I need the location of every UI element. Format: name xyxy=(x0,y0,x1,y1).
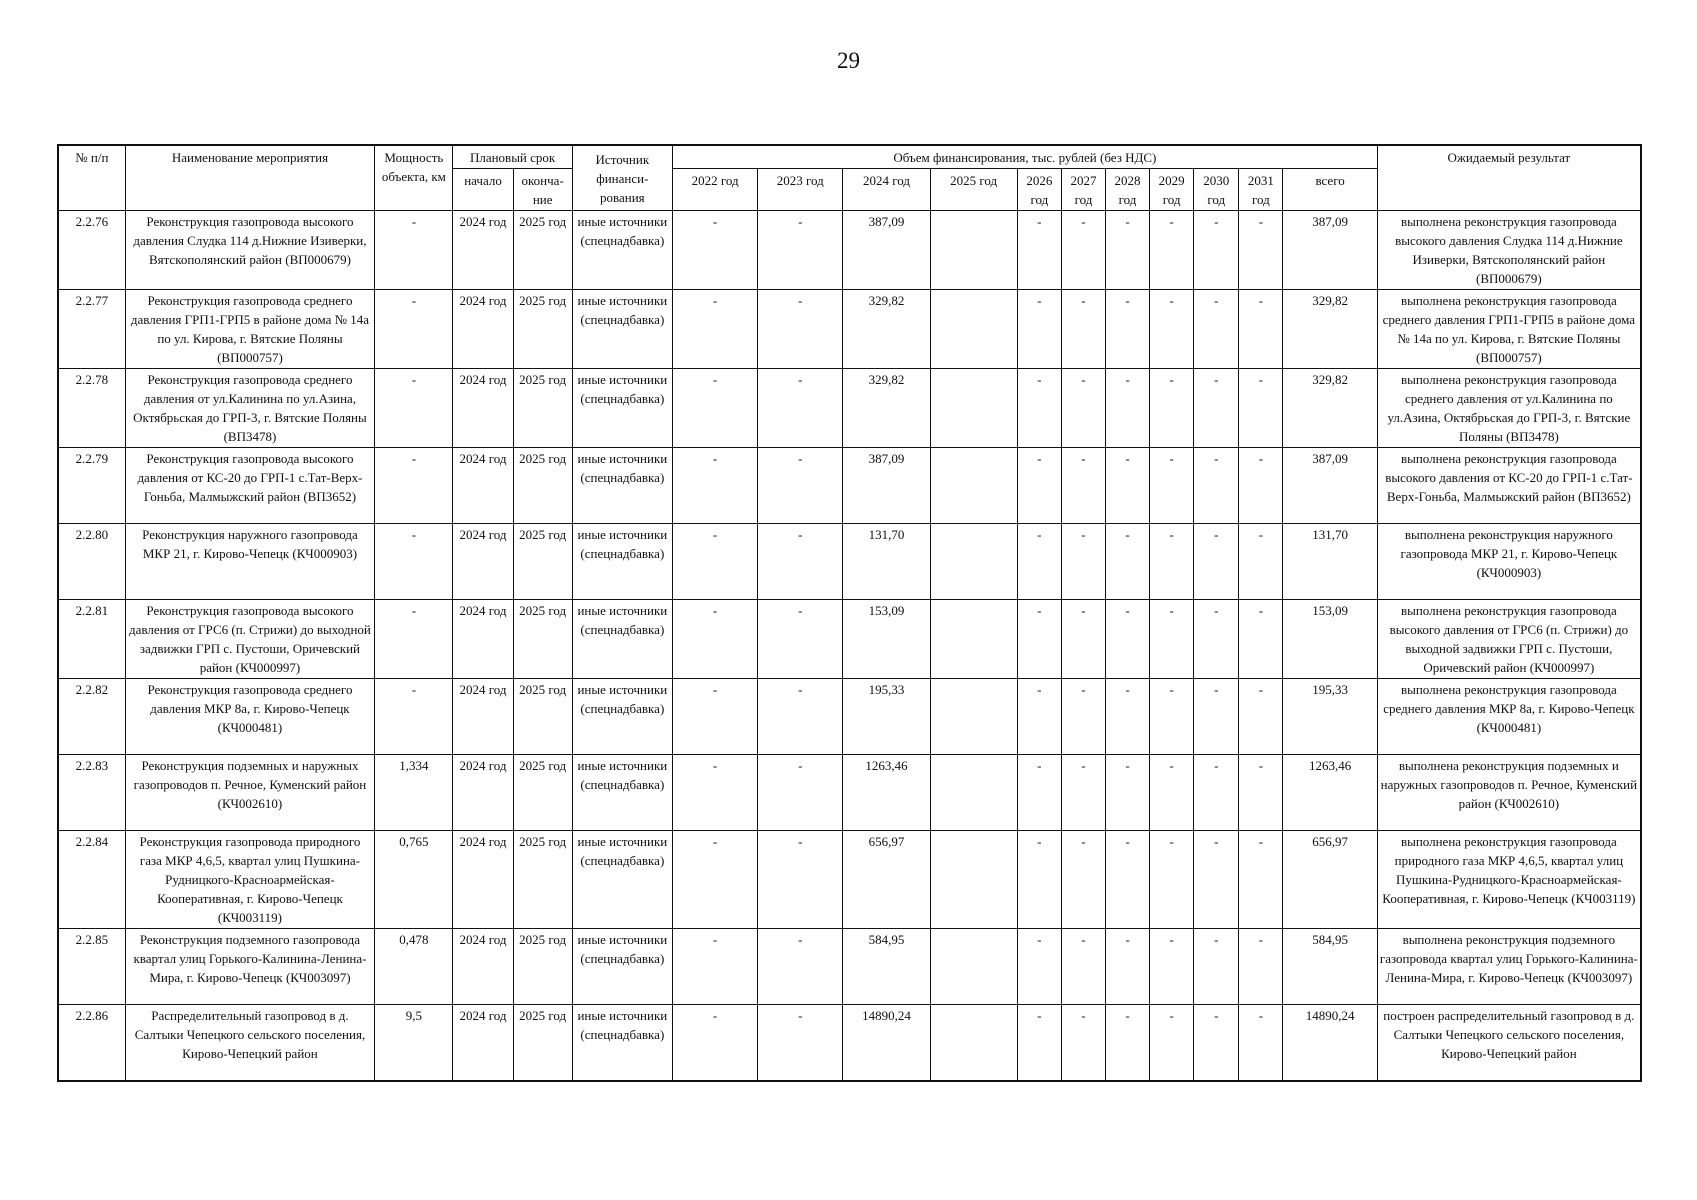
cell-total: 195,33 xyxy=(1283,679,1377,755)
table-row xyxy=(58,679,1641,755)
header-term-start: начало xyxy=(453,169,513,211)
cell-num: 2.2.79 xyxy=(58,448,125,524)
cell-year-value: - xyxy=(1106,755,1150,831)
cell-source: иные источники (спецнадбавка) xyxy=(572,290,672,369)
cell-year-value: - xyxy=(1061,448,1105,524)
cell-total: 387,09 xyxy=(1283,211,1377,290)
cell-year-value: - xyxy=(1239,369,1283,448)
cell-year-value: - xyxy=(1017,1005,1061,1082)
cell-end: 2025 год xyxy=(513,211,572,290)
cell-name: Реконструкция газопровода среднего давления МКР 8а, г. Кирово-Чепецк (КЧ000481) xyxy=(125,679,375,755)
cell-end: 2025 год xyxy=(513,290,572,369)
cell-capacity: 0,478 xyxy=(375,929,453,1005)
table-row xyxy=(58,211,1641,290)
cell-capacity: - xyxy=(375,448,453,524)
cell-year-value xyxy=(930,524,1017,600)
header-year: 2022 год xyxy=(672,169,757,211)
cell-year-value: 584,95 xyxy=(843,929,930,1005)
header-total: всего xyxy=(1283,169,1377,211)
cell-year-value: - xyxy=(1061,831,1105,929)
cell-name: Реконструкция газопровода высокого давления от ГРС6 (п. Стрижи) до выходной задвижки ГРП с. Пустоши, Оричевский район (КЧ000997) xyxy=(125,600,375,679)
cell-year-value: - xyxy=(1150,369,1194,448)
cell-year-value: - xyxy=(758,290,843,369)
cell-year-value: - xyxy=(672,448,757,524)
cell-year-value: - xyxy=(1239,448,1283,524)
cell-year-value: 195,33 xyxy=(843,679,930,755)
cell-year-value: - xyxy=(1017,211,1061,290)
table-row xyxy=(58,524,1641,600)
cell-year-value xyxy=(930,929,1017,1005)
cell-end: 2025 год xyxy=(513,831,572,929)
table-row xyxy=(58,755,1641,831)
cell-year-value: - xyxy=(758,211,843,290)
cell-year-value: - xyxy=(1061,369,1105,448)
cell-num: 2.2.86 xyxy=(58,1005,125,1082)
cell-source: иные источники (спецнадбавка) xyxy=(572,831,672,929)
cell-year-value: - xyxy=(1150,524,1194,600)
cell-year-value: - xyxy=(1150,831,1194,929)
header-result: Ожидаемый результат xyxy=(1377,145,1641,211)
cell-year-value: 387,09 xyxy=(843,211,930,290)
header-name: Наименование мероприятия xyxy=(125,145,375,211)
cell-result: выполнена реконструкция газопровода среднего давления МКР 8а, г. Кирово-Чепецк (КЧ000481) xyxy=(1377,679,1641,755)
header-num: № п/п xyxy=(58,145,125,211)
cell-year-value: - xyxy=(1106,369,1150,448)
header-year: 2024 год xyxy=(843,169,930,211)
cell-result: выполнена реконструкция газопровода среднего давления от ул.Калинина по ул.Азина, Октябрьская до ГРП-3, г. Вятские Поляны (ВП3478) xyxy=(1377,369,1641,448)
cell-name: Реконструкция газопровода высокого давления от КС-20 до ГРП-1 с.Тат-Верх-Гоньба, Малмыжский район (ВП3652) xyxy=(125,448,375,524)
cell-year-value: - xyxy=(1239,929,1283,1005)
cell-end: 2025 год xyxy=(513,600,572,679)
cell-year-value: - xyxy=(758,600,843,679)
cell-source: иные источники (спецнадбавка) xyxy=(572,929,672,1005)
header-year: 2023 год xyxy=(758,169,843,211)
cell-start: 2024 год xyxy=(453,290,513,369)
cell-year-value: - xyxy=(1106,211,1150,290)
funding-table xyxy=(57,144,1642,1082)
header-term: Плановый срок xyxy=(453,145,572,169)
cell-year-value xyxy=(930,369,1017,448)
cell-num: 2.2.84 xyxy=(58,831,125,929)
cell-year-value: - xyxy=(672,929,757,1005)
cell-year-value xyxy=(930,1005,1017,1082)
cell-year-value xyxy=(930,831,1017,929)
cell-start: 2024 год xyxy=(453,1005,513,1082)
cell-year-value xyxy=(930,290,1017,369)
cell-year-value: - xyxy=(1194,1005,1239,1082)
cell-year-value: - xyxy=(758,524,843,600)
cell-source: иные источники (спецнадбавка) xyxy=(572,524,672,600)
table-row xyxy=(58,1005,1641,1082)
cell-total: 387,09 xyxy=(1283,448,1377,524)
cell-capacity: 0,765 xyxy=(375,831,453,929)
table-row xyxy=(58,600,1641,679)
header-year: 2031 год xyxy=(1239,169,1283,211)
cell-year-value: - xyxy=(1017,290,1061,369)
cell-year-value: - xyxy=(672,1005,757,1082)
cell-capacity: 1,334 xyxy=(375,755,453,831)
cell-year-value: 329,82 xyxy=(843,369,930,448)
cell-capacity: - xyxy=(375,524,453,600)
table-row xyxy=(58,448,1641,524)
cell-year-value: - xyxy=(1061,290,1105,369)
header-year: 2026 год xyxy=(1017,169,1061,211)
cell-year-value: - xyxy=(1017,755,1061,831)
cell-name: Реконструкция подземного газопровода квартал улиц Горького-Калинина-Ленина-Мира, г. Кирово-Чепецк (КЧ003097) xyxy=(125,929,375,1005)
cell-year-value: - xyxy=(1239,600,1283,679)
cell-year-value: - xyxy=(1106,679,1150,755)
cell-total: 131,70 xyxy=(1283,524,1377,600)
cell-year-value: - xyxy=(1239,211,1283,290)
cell-year-value: - xyxy=(1106,448,1150,524)
cell-name: Реконструкция газопровода среднего давления от ул.Калинина по ул.Азина, Октябрьская до ГРП-3, г. Вятские Поляны (ВП3478) xyxy=(125,369,375,448)
cell-year-value: - xyxy=(1061,1005,1105,1082)
cell-year-value: - xyxy=(1106,600,1150,679)
cell-num: 2.2.83 xyxy=(58,755,125,831)
cell-year-value: 387,09 xyxy=(843,448,930,524)
cell-result: построен распределительный газопровод в д. Салтыки Чепецкого сельского поселения, Кирово-Чепецкий район xyxy=(1377,1005,1641,1082)
cell-start: 2024 год xyxy=(453,679,513,755)
cell-end: 2025 год xyxy=(513,448,572,524)
cell-result: выполнена реконструкция наружного газопровода МКР 21, г. Кирово-Чепецк (КЧ000903) xyxy=(1377,524,1641,600)
cell-result: выполнена реконструкция газопровода высокого давления Слудка 114 д.Нижние Изиверки, Вятскополянский район (ВП000679) xyxy=(1377,211,1641,290)
header-year: 2025 год xyxy=(930,169,1017,211)
cell-year-value: - xyxy=(1150,448,1194,524)
cell-total: 153,09 xyxy=(1283,600,1377,679)
cell-year-value: - xyxy=(1106,1005,1150,1082)
cell-result: выполнена реконструкция газопровода высокого давления от КС-20 до ГРП-1 с.Тат-Верх-Гоньба, Малмыжский район (ВП3652) xyxy=(1377,448,1641,524)
cell-year-value: - xyxy=(1194,448,1239,524)
cell-total: 656,97 xyxy=(1283,831,1377,929)
cell-name: Реконструкция подземных и наружных газопроводов п. Речное, Куменский район (КЧ002610) xyxy=(125,755,375,831)
cell-year-value: - xyxy=(758,369,843,448)
cell-year-value: - xyxy=(1106,524,1150,600)
cell-year-value: - xyxy=(1061,679,1105,755)
cell-total: 584,95 xyxy=(1283,929,1377,1005)
table-body xyxy=(58,211,1641,1082)
cell-start: 2024 год xyxy=(453,831,513,929)
cell-year-value: - xyxy=(1194,679,1239,755)
cell-year-value: - xyxy=(1239,679,1283,755)
cell-source: иные источники (спецнадбавка) xyxy=(572,1005,672,1082)
cell-end: 2025 год xyxy=(513,1005,572,1082)
cell-year-value: - xyxy=(1106,290,1150,369)
cell-start: 2024 год xyxy=(453,600,513,679)
cell-name: Реконструкция газопровода природного газа МКР 4,6,5, квартал улиц Пушкина-Рудницкого-Красноармейская-Кооперативная, г. Кирово-Чепецк (КЧ003119) xyxy=(125,831,375,929)
cell-num: 2.2.76 xyxy=(58,211,125,290)
cell-num: 2.2.77 xyxy=(58,290,125,369)
cell-year-value: - xyxy=(1194,831,1239,929)
cell-year-value: - xyxy=(672,524,757,600)
cell-year-value xyxy=(930,755,1017,831)
cell-year-value: - xyxy=(758,831,843,929)
cell-year-value: - xyxy=(758,929,843,1005)
cell-total: 329,82 xyxy=(1283,369,1377,448)
cell-start: 2024 год xyxy=(453,369,513,448)
cell-result: выполнена реконструкция газопровода среднего давления ГРП1-ГРП5 в районе дома № 14а по ул. Кирова, г. Вятские Поляны (ВП000757) xyxy=(1377,290,1641,369)
cell-year-value: - xyxy=(1150,755,1194,831)
cell-year-value: - xyxy=(1150,679,1194,755)
cell-total: 1263,46 xyxy=(1283,755,1377,831)
cell-year-value: - xyxy=(1061,600,1105,679)
cell-year-value: - xyxy=(1239,290,1283,369)
cell-year-value: - xyxy=(1017,929,1061,1005)
cell-year-value: - xyxy=(1194,755,1239,831)
cell-year-value: - xyxy=(672,600,757,679)
cell-name: Реконструкция наружного газопровода МКР 21, г. Кирово-Чепецк (КЧ000903) xyxy=(125,524,375,600)
cell-end: 2025 год xyxy=(513,755,572,831)
cell-year-value: 656,97 xyxy=(843,831,930,929)
cell-capacity: - xyxy=(375,600,453,679)
cell-source: иные источники (спецнадбавка) xyxy=(572,448,672,524)
cell-year-value: - xyxy=(672,290,757,369)
cell-capacity: - xyxy=(375,211,453,290)
cell-year-value xyxy=(930,211,1017,290)
cell-year-value: - xyxy=(1061,755,1105,831)
cell-capacity: - xyxy=(375,369,453,448)
cell-year-value: - xyxy=(1150,290,1194,369)
cell-year-value: - xyxy=(1194,369,1239,448)
cell-year-value: - xyxy=(1194,929,1239,1005)
cell-num: 2.2.78 xyxy=(58,369,125,448)
cell-year-value: - xyxy=(758,448,843,524)
cell-year-value: - xyxy=(1061,211,1105,290)
cell-year-value: - xyxy=(758,1005,843,1082)
cell-year-value: 1263,46 xyxy=(843,755,930,831)
cell-year-value: - xyxy=(1106,929,1150,1005)
cell-year-value: - xyxy=(1061,524,1105,600)
cell-year-value: - xyxy=(672,369,757,448)
cell-start: 2024 год xyxy=(453,755,513,831)
cell-year-value: - xyxy=(672,755,757,831)
cell-result: выполнена реконструкция подземного газопровода квартал улиц Горького-Калинина-Ленина-Мира, г. Кирово-Чепецк (КЧ003097) xyxy=(1377,929,1641,1005)
cell-year-value: 14890,24 xyxy=(843,1005,930,1082)
table-row xyxy=(58,290,1641,369)
cell-end: 2025 год xyxy=(513,369,572,448)
cell-year-value: - xyxy=(1061,929,1105,1005)
cell-capacity: - xyxy=(375,290,453,369)
cell-end: 2025 год xyxy=(513,679,572,755)
header-source: Источник финанси-рования xyxy=(572,145,672,211)
cell-year-value: - xyxy=(1150,600,1194,679)
cell-capacity: - xyxy=(375,679,453,755)
cell-year-value: 329,82 xyxy=(843,290,930,369)
cell-num: 2.2.80 xyxy=(58,524,125,600)
cell-year-value: - xyxy=(1194,600,1239,679)
cell-year-value: - xyxy=(1017,831,1061,929)
cell-year-value: - xyxy=(672,211,757,290)
cell-source: иные источники (спецнадбавка) xyxy=(572,679,672,755)
cell-total: 329,82 xyxy=(1283,290,1377,369)
header-year: 2027 год xyxy=(1061,169,1105,211)
cell-year-value: - xyxy=(1239,831,1283,929)
cell-result: выполнена реконструкция газопровода высокого давления от ГРС6 (п. Стрижи) до выходной задвижки ГРП с. Пустоши, Оричевский район (КЧ000997) xyxy=(1377,600,1641,679)
cell-year-value: - xyxy=(758,755,843,831)
cell-year-value xyxy=(930,448,1017,524)
cell-year-value: - xyxy=(1150,1005,1194,1082)
cell-year-value: - xyxy=(1017,369,1061,448)
cell-year-value: - xyxy=(1239,755,1283,831)
cell-year-value: - xyxy=(1239,1005,1283,1082)
cell-year-value: - xyxy=(672,679,757,755)
cell-year-value: - xyxy=(1194,524,1239,600)
table-row xyxy=(58,831,1641,929)
cell-year-value xyxy=(930,679,1017,755)
cell-year-value: - xyxy=(1017,448,1061,524)
cell-name: Распределительный газопровод в д. Салтыки Чепецкого сельского поселения, Кирово-Чепецкий район xyxy=(125,1005,375,1082)
cell-source: иные источники (спецнадбавка) xyxy=(572,211,672,290)
header-funding: Объем финансирования, тыс. рублей (без НДС) xyxy=(672,145,1377,169)
cell-year-value: - xyxy=(758,679,843,755)
table-row xyxy=(58,929,1641,1005)
cell-end: 2025 год xyxy=(513,929,572,1005)
cell-year-value: - xyxy=(1017,600,1061,679)
cell-year-value: - xyxy=(1017,679,1061,755)
cell-year-value: - xyxy=(1017,524,1061,600)
cell-start: 2024 год xyxy=(453,211,513,290)
cell-year-value: - xyxy=(1150,211,1194,290)
cell-year-value: - xyxy=(672,831,757,929)
header-year: 2028 год xyxy=(1106,169,1150,211)
table-header xyxy=(58,145,1641,211)
cell-start: 2024 год xyxy=(453,929,513,1005)
cell-source: иные источники (спецнадбавка) xyxy=(572,600,672,679)
header-year: 2029 год xyxy=(1150,169,1194,211)
cell-year-value: - xyxy=(1150,929,1194,1005)
cell-name: Реконструкция газопровода среднего давления ГРП1-ГРП5 в районе дома № 14а по ул. Кирова, г. Вятские Поляны (ВП000757) xyxy=(125,290,375,369)
table-row xyxy=(58,369,1641,448)
cell-year-value: 153,09 xyxy=(843,600,930,679)
cell-year-value: - xyxy=(1106,831,1150,929)
header-year: 2030 год xyxy=(1194,169,1239,211)
page-number: 29 xyxy=(837,48,860,73)
cell-num: 2.2.81 xyxy=(58,600,125,679)
cell-start: 2024 год xyxy=(453,524,513,600)
cell-name: Реконструкция газопровода высокого давления Слудка 114 д.Нижние Изиверки, Вятскополянский район (ВП000679) xyxy=(125,211,375,290)
cell-year-value: - xyxy=(1239,524,1283,600)
cell-year-value: - xyxy=(1194,211,1239,290)
cell-year-value xyxy=(930,600,1017,679)
cell-source: иные источники (спецнадбавка) xyxy=(572,755,672,831)
cell-start: 2024 год xyxy=(453,448,513,524)
cell-capacity: 9,5 xyxy=(375,1005,453,1082)
cell-num: 2.2.82 xyxy=(58,679,125,755)
cell-num: 2.2.85 xyxy=(58,929,125,1005)
cell-year-value: 131,70 xyxy=(843,524,930,600)
cell-result: выполнена реконструкция подземных и наружных газопроводов п. Речное, Куменский район (КЧ002610) xyxy=(1377,755,1641,831)
cell-end: 2025 год xyxy=(513,524,572,600)
cell-source: иные источники (спецнадбавка) xyxy=(572,369,672,448)
header-capacity: Мощность объекта, км xyxy=(375,145,453,211)
cell-result: выполнена реконструкция газопровода природного газа МКР 4,6,5, квартал улиц Пушкина-Рудницкого-Красноармейская-Кооперативная, г. Кирово-Чепецк (КЧ003119) xyxy=(1377,831,1641,929)
cell-total: 14890,24 xyxy=(1283,1005,1377,1082)
cell-year-value: - xyxy=(1194,290,1239,369)
header-term-end: оконча-ние xyxy=(513,169,572,211)
